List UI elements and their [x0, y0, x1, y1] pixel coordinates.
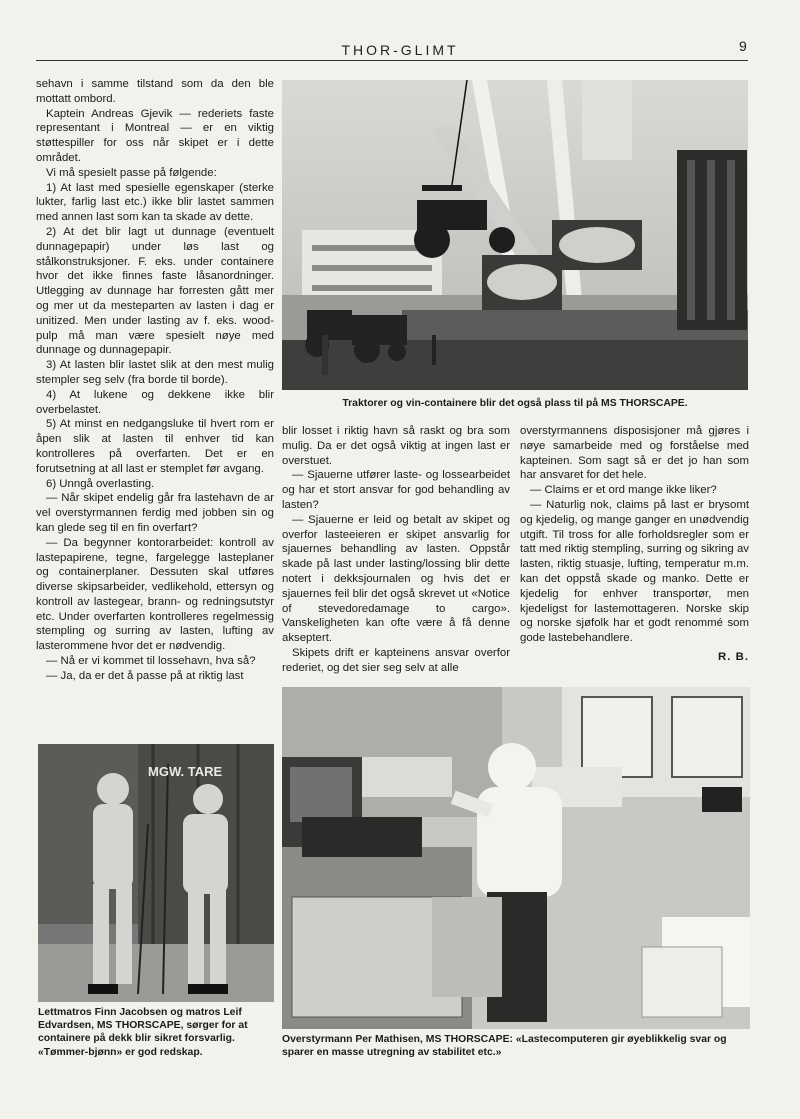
paragraph: — Ja, da er det å passe på at riktig last	[46, 669, 244, 682]
page-number: 9	[739, 38, 747, 54]
paragraph: Vi må spesielt passe på følgende:	[46, 166, 217, 179]
paragraph: sehavn i samme tilstand som da den ble mottatt ombord.	[36, 78, 274, 105]
paragraph: Kaptein Andreas Gjevik — rederiets faste representant i Montreal — er en viktig støttespiller for oss når skipet er i dette området.	[36, 107, 274, 164]
article-column-1	[36, 77, 274, 684]
ship-photo-caption: Traktorer og vin-containere blir det også plass til på MS THORSCAPE.	[342, 398, 688, 409]
paragraph: 2) At det blir lagt ut dunnage (eventuelt dunnagepapir) under løs last og stålkonstruksjoner. F. eks. under containere hvor det ikke finnes faste låsanordninger. Utlegging av dunnage har forresten gått mer og mer ut da mesteparten av lasten i dag er unitized. Men under lasting av f. eks. wood-pulp må man være spesielt nøye med dunnage og dunnagepapir.	[36, 225, 274, 357]
container-marking: MGW. TARE	[148, 764, 223, 779]
paragraph: 5) At minst en nedgangsluke til hvert rom er åpen slik at lasten til enhver tid kan kontrolleres på overfarten. Det er en forutsetning at all last er stemplet før avgang.	[36, 418, 274, 475]
paragraph: — Claims er et ord mange ikke liker?	[530, 484, 717, 497]
ship-loading-photo	[282, 80, 748, 390]
container-lashing-photo	[38, 744, 274, 1002]
publication-title: THOR-GLIMT	[341, 42, 459, 58]
paragraph: Skipets drift er kapteinens ansvar overfor rederiet, og det sier seg selv at alle	[282, 646, 510, 674]
paragraph: 3) At lasten blir lastet slik at den mest mulig stempler seg selv (fra borde til borde).	[36, 359, 274, 386]
paragraph: overstyrmannens disposisjoner må gjøres i nøye samarbeide med og forståelse med kapteinen. Som sagt så er det jo han som har ansvaret for det hele.	[520, 425, 749, 482]
paragraph: — Nå er vi kommet til lossehavn, hva så?	[46, 655, 256, 668]
article-column-3	[520, 424, 749, 665]
paragraph: — Sjauerne utfører laste- og lossearbeidet og har et stort ansvar for god behandling av lasten?	[282, 469, 510, 511]
author-signature: R. B.	[718, 650, 749, 663]
paragraph: 4) At lukene og dekkene ikke blir overbelastet.	[36, 388, 274, 416]
header-rule	[36, 60, 748, 61]
paragraph: — Da begynner kontorarbeidet: kontroll av lastepapirene, tegne, fargelegge lasteplaner og containerplaner. Dessuten skal utføres diverse skipsarbeider, vedlikehold, ettersyn og kontroll av lastegear, brann- og redningsutstyr etc. Under overfarten kontrolleres regelmessig stempling og surring av lasten, lufting av lasterommene hvor det er nødvendig.	[36, 536, 274, 653]
container-photo-caption: Lettmatros Finn Jacobsen og matros Leif Edvardsen, MS THORSCAPE, sørger for at containere på dekk blir sikret forsvarlig. «Tømmer-bjønn» er god redskap.	[38, 1007, 248, 1058]
computer-photo-caption: Overstyrmann Per Mathisen, MS THORSCAPE: «Lastecomputeren gir øyeblikkelig svar og sparer en masse utregning av stabilitet etc.»	[282, 1034, 727, 1059]
paragraph: 1) At last med spesielle egenskaper (sterke lukter, farlig last etc.) ikke blir lastet sammen med annen last som kan ta skade av dette.	[36, 181, 274, 224]
load-computer-photo	[282, 687, 750, 1029]
paragraph: 6) Unngå overlasting.	[46, 477, 155, 490]
paragraph: — Sjauerne er leid og betalt av skipet og overfor lasteeieren er skipet ansvarlig for sjauernes behandling av lasten. Oppstår skade på last under lasting/lossing blir dette notert i dekksjournalen og hvis det er sjauernes feil blir det også skrevet ut «Notice of stevedoredamage to cargo». Vanskeligheten kan ofte være å få denne akseptert.	[282, 513, 510, 645]
paragraph: — Når skipet endelig går fra lastehavn de ar vel overstyrmannen ferdig med jobben sin og kan glede seg til en fin overfart?	[36, 492, 274, 534]
article-column-2	[282, 424, 510, 676]
paragraph: blir losset i riktig havn så raskt og bra som mulig. Da er det også viktig at ingen last er overstuet.	[282, 425, 510, 467]
paragraph: — Naturlig nok, claims på last er brysomt og kjedelig, og mange ganger en unødvendig utgift. Til tross for alle forholdsregler som er tatt med riktig stempling, surring og sikring av lasten, riktig stuasje, lufting, temperatur m.m. kan det oppstå skade og manko. Dette er kjedelig for enhver transportør, men kjedeligst for lastemottageren. Norske skip og norske sjøfolk har et godt renommé som gode lastebehandlere.	[520, 498, 749, 645]
